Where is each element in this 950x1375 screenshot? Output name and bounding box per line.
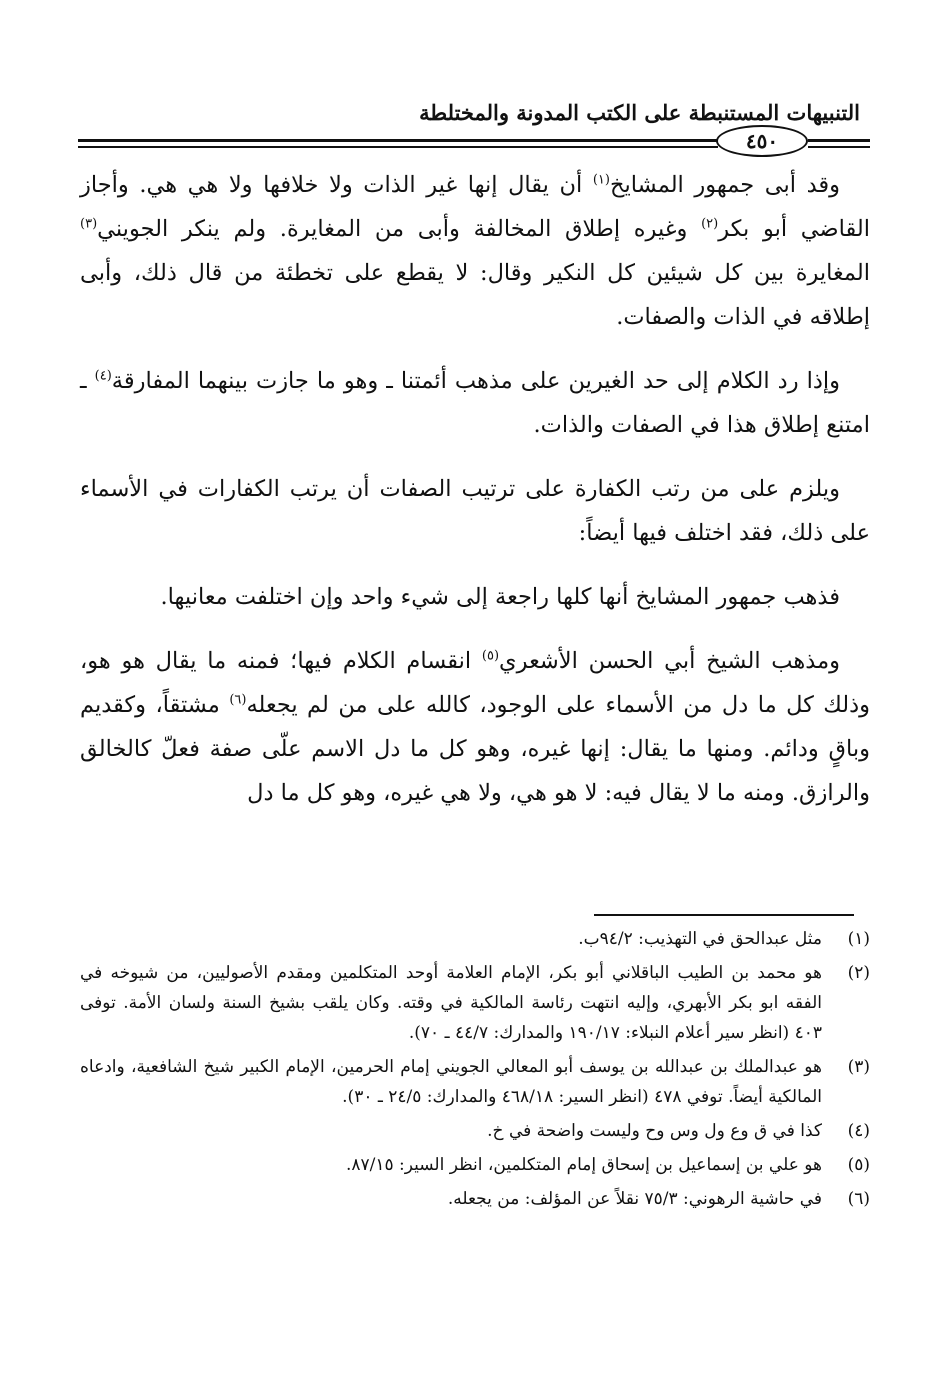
footnote-marker: (٣) [80,216,98,232]
footnote-number: (٢) [847,963,870,983]
main-text [80,163,870,815]
text-segment: مشتقاً، وكقديم وباقٍ ودائم. ومنها ما يقال: إنها غيره، وهو كل ما دل الاسم علّى صفة فعلّ كالخالق والرازق. ومنه ما لا يقال فيه: لا هو هي، ولا هي غيره، وهو كل ما دل [80,692,870,806]
footnote [80,958,870,1048]
footnote-marker: (٥) [481,648,500,664]
footnote-text: كذا في ق وع ول وس وح وليست واضحة في خ. [487,1121,822,1141]
running-title: التنبيهات المستنبطة على الكتب المدونة والمختلطة [419,100,860,125]
footnote [80,924,870,954]
text-segment: فذهب جمهور المشايخ أنها كلها راجعة إلى شيء واحد وإن اختلفت معانيها. [160,584,840,610]
paragraph [80,575,870,619]
text-segment: وغيره إطلاق المخالفة وأبى من المغايرة. ولم ينكر الجويني [97,216,702,242]
footnote-number: (٥) [847,1155,870,1175]
footnote-marker: (٤) [94,368,112,384]
footnote-marker: (٢) [701,216,719,232]
text-segment: وإذا رد الكلام إلى حد الغيرين على مذهب أئمتنا ـ وهو ما جازت بينهما المفارقة [111,368,841,394]
footnote-number: (٣) [847,1057,870,1077]
paragraph [80,467,870,555]
footnote-number: (٦) [847,1189,870,1209]
text-segment: وقد أبى جمهور المشايخ [609,172,841,198]
header-rule-thin [78,146,718,148]
footnote-marker: (١) [592,172,610,188]
header-rule-thin-right [808,146,870,148]
footnote-text: هو علي بن إسماعيل بن إسحاق إمام المتكلمين، انظر السير: ٨٧/١٥. [345,1155,822,1175]
footnote-text: في حاشية الرهوني: ٧٥/٣ نقلاً عن المؤلف: من يجعله. [447,1189,822,1209]
footnote-text: مثل عبدالحق في التهذيب: ٩٤/٢ب. [578,929,822,949]
page-number: ٤٥٠ [716,125,808,157]
header-rule-thick-right [808,139,870,142]
paragraph [80,163,870,339]
footnote-marker: (٦) [229,692,247,708]
footnote-number: (١) [847,929,870,949]
footnote-text: هو محمد بن الطيب الباقلاني أبو بكر، الإمام العلامة أوحد المتكلمين ومقدم الأصوليين، من شيوخه في الفقه ابو بكر الأبهري، وإليه انتهت رئاسة المالكية في وقته. وكان يلقب بشيخ السنة ولسان الأمة. توفى ٤٠٣ (انظر سير أعلام النبلاء: ١٩٠/١٧ والمدارك: ٤٤/٧ ـ ٧٠). [80,963,822,1043]
text-segment: ومذهب الشيخ أبي الحسن الأشعري [499,648,840,674]
footnote [80,1116,870,1146]
text-segment: المغايرة بين كل شيئين كل النكير وقال: لا يقطع على تخطئة من قال ذلك، وأبى إطلاقه في الذات والصفات. [80,260,870,330]
footnote-number: (٤) [847,1121,870,1141]
paragraph [80,359,870,447]
footnote [80,1150,870,1180]
text-segment: انقسام الكلام فيها؛ فمنه ما يقال هو هو، وذلك كل ما دل من الأسماء على الوجود، كالله على من لم يجعله [80,648,870,718]
footnote-separator [594,914,854,916]
footnote-text: هو عبدالملك بن عبدالله بن يوسف أبو المعالي الجويني إمام الحرمين، الإمام الكبير شيخ الشافعية، وادعاه المالكية أيضاً. توفي ٤٧٨ (انظر السير: ٤٦٨/١٨ والمدارك: ٢٤/٥ ـ ٣٠). [80,1057,822,1107]
footnote [80,1052,870,1112]
footnote [80,1184,870,1214]
paragraph [80,639,870,815]
text-segment: أن يقال إنها غير الذات ولا خلافها ولا هي هي. وأجاز القاضي أبو بكر [80,172,870,242]
header-rule-thick [78,139,718,142]
text-segment: ـ امتنع إطلاق هذا في الصفات والذات. [80,368,870,438]
footnotes [80,924,870,1218]
text-segment: ويلزم على من رتب الكفارة على ترتيب الصفات أن يرتب الكفارات في الأسماء على ذلك، فقد اختلف فيها أيضاً: [80,476,870,546]
